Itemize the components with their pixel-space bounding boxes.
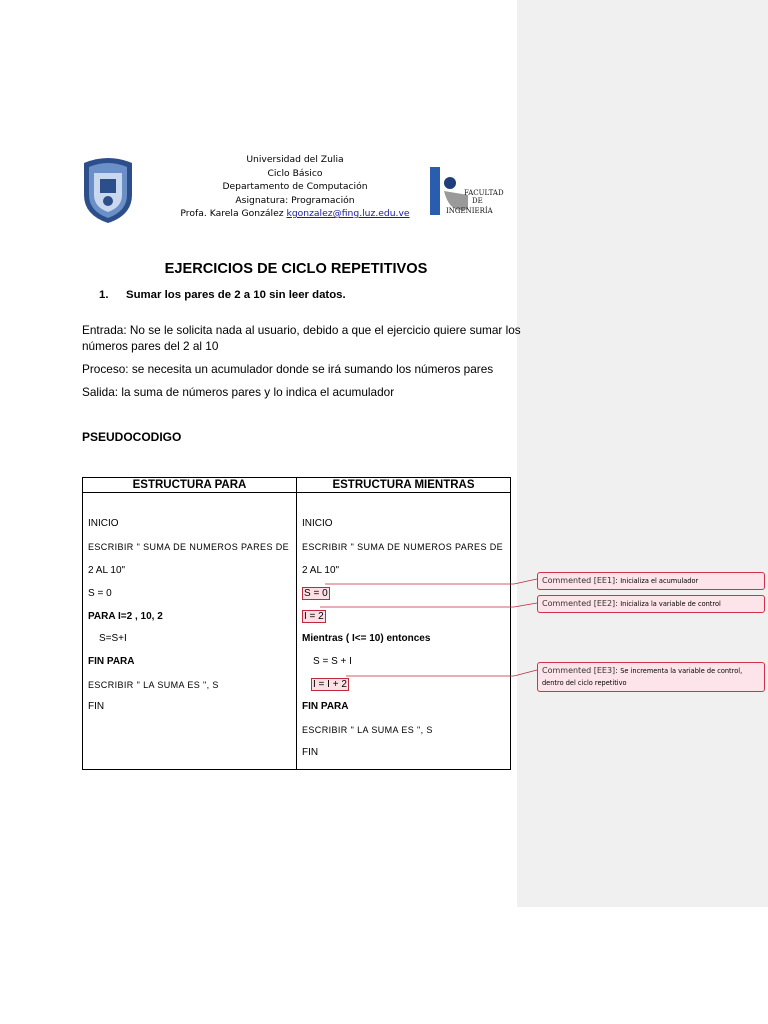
commented-text-ee2[interactable]: I = 2 (304, 611, 324, 622)
document-title: EJERCICIOS DE CICLO REPETITIVOS (164, 261, 428, 277)
university-seal-logo (80, 155, 136, 225)
code-line: INICIO (88, 518, 119, 529)
header-line: Universidad del Zulia (246, 154, 344, 165)
email-link[interactable]: kgonzalez@fing.luz.edu.ve (286, 208, 410, 219)
comment-ee1[interactable] (537, 572, 765, 590)
exercise-text: Sumar los pares de 2 a 10 sin leer datos. (126, 289, 346, 301)
code-line: S = S + I (313, 656, 352, 667)
comment-text: Se incrementa la variable de control, dentro del ciclo repetitivo (542, 667, 743, 687)
column-para (83, 493, 297, 770)
faculty-logo (428, 165, 504, 219)
code-line: INICIO (302, 518, 333, 529)
paragraph-entrada: Entrada: No se le solicita nada al usuario, debido a que el ejercicio quiere sumar los números pares del 2 al 10 (82, 323, 521, 353)
comment-text: Inicializa el acumulador (620, 577, 699, 585)
code-line: ESCRIBIR " SUMA DE NUMEROS PARES DE (88, 542, 290, 552)
prof-name: Profa. Karela González (180, 208, 284, 219)
code-line: PARA I=2 , 10, 2 (88, 611, 163, 622)
header-prof-line (150, 207, 440, 221)
paragraph-proceso: Proceso: se necesita un acumulador donde se irá sumando los números pares (82, 362, 494, 376)
code-line: 2 AL 10" (88, 565, 126, 576)
code-line: 2 AL 10" (302, 565, 340, 576)
comment-ee3[interactable] (537, 662, 765, 692)
code-line: ESCRIBIR " SUMA DE NUMEROS PARES DE (302, 542, 504, 552)
commented-text-ee3[interactable]: I = I + 2 (313, 679, 347, 690)
code-line: ESCRIBIR " LA SUMA ES ", S (88, 680, 219, 690)
code-line: S = 0 (88, 588, 112, 599)
commented-text-ee1[interactable]: S = 0 (304, 588, 328, 599)
code-line: ESCRIBIR " LA SUMA ES ", S (302, 725, 433, 735)
comment-label: Commented [EE3]: (542, 666, 618, 675)
pseudocode-heading: PSEUDOCODIGO (82, 430, 182, 444)
faculty-logo-text-1: FACULTAD (464, 189, 504, 197)
comment-label: Commented [EE2]: (542, 599, 618, 608)
pseudocode-table (82, 477, 511, 770)
header-block (150, 153, 440, 221)
faculty-logo-text-2: DE (472, 197, 483, 205)
column-header-para: ESTRUCTURA PARA (83, 478, 297, 493)
code-line: FIN (302, 747, 319, 758)
exercise-number: 1. (99, 289, 109, 301)
code-line: S=S+I (99, 633, 127, 644)
header-line: Ciclo Básico (267, 167, 323, 179)
code-line: Mientras ( I<= 10) entonces (302, 633, 431, 644)
exercise-heading (99, 289, 346, 301)
code-line: FIN PARA (88, 656, 135, 667)
comment-label: Commented [EE1]: (542, 576, 618, 585)
code-line: FIN (88, 701, 105, 712)
faculty-logo-text-3: INGENIERÍA (446, 207, 493, 215)
comment-text: Inicializa la variable de control (620, 600, 721, 608)
comments-pane (517, 0, 768, 907)
column-mientras (297, 493, 511, 770)
comment-ee2[interactable] (537, 595, 765, 613)
column-header-mientras: ESTRUCTURA MIENTRAS (297, 478, 511, 493)
header-line: Departamento de Computación (222, 181, 368, 192)
paragraph-salida: Salida: la suma de números pares y lo indica el acumulador (82, 385, 395, 399)
code-line: FIN PARA (302, 701, 349, 712)
header-line: Asignatura: Programación (235, 194, 355, 206)
